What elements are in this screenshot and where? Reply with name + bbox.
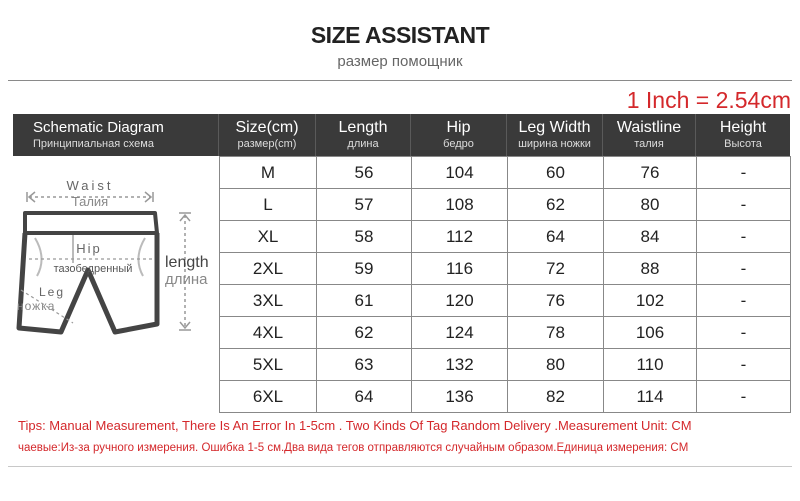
leg-label-ru: ножка: [17, 299, 56, 313]
cell-size: 3XL: [219, 284, 317, 317]
table-row: [219, 316, 790, 348]
header-sub-label: ширина ножки: [518, 138, 591, 150]
table-header: [13, 114, 790, 156]
cell-leg-width: 64: [507, 220, 604, 253]
header-sub-label: талия: [634, 138, 664, 150]
cell-length: 64: [316, 380, 412, 413]
waist-label-ru: Талия: [71, 194, 109, 209]
header-main-label: Height: [719, 119, 767, 136]
cell-size: L: [219, 188, 317, 221]
cell-waistline: 76: [603, 156, 697, 189]
cell-waistline: 114: [603, 380, 697, 413]
header-main-label: Waistline: [616, 119, 682, 136]
tips-russian: чаевые:Из-за ручного измерения. Ошибка 1-5 см.Два вида тегов отправляются случайным образом.Единица измерения: CM: [18, 442, 689, 454]
hip-label-ru: тазобедренный: [53, 263, 133, 275]
cell-waistline: 88: [603, 252, 697, 285]
header-hip: [411, 114, 507, 156]
inch-conversion-note: 1 Inch = 2.54cm: [626, 87, 791, 113]
cell-length: 58: [316, 220, 412, 253]
cell-size: M: [219, 156, 317, 189]
cell-hip: 132: [411, 348, 508, 381]
cell-waistline: 84: [603, 220, 697, 253]
cell-leg-width: 80: [507, 348, 604, 381]
cell-waistline: 106: [603, 316, 697, 349]
cell-length: 61: [316, 284, 412, 317]
header-main-label: Schematic Diagram: [33, 119, 164, 136]
page-subtitle: размер помощник: [337, 53, 463, 70]
cell-height: -: [696, 188, 791, 221]
cell-size: XL: [219, 220, 317, 253]
cell-leg-width: 72: [507, 252, 604, 285]
cell-leg-width: 78: [507, 316, 604, 349]
table-row: [219, 252, 790, 284]
length-label-ru: длина: [165, 271, 208, 288]
cell-height: -: [696, 156, 791, 189]
header-sub-label: бедро: [443, 138, 474, 150]
cell-leg-width: 76: [507, 284, 604, 317]
header-sub-label: Принципиальная схема: [33, 138, 154, 150]
cell-height: -: [696, 316, 791, 349]
cell-height: -: [696, 380, 791, 413]
cell-hip: 136: [411, 380, 508, 413]
header-sub-label: Высота: [724, 138, 762, 150]
header-schematic: [13, 114, 219, 156]
cell-waistline: 80: [603, 188, 697, 221]
leg-label-en: Leg: [39, 285, 66, 299]
cell-size: 4XL: [219, 316, 317, 349]
cell-size: 2XL: [219, 252, 317, 285]
header-waistline: [603, 114, 696, 156]
header-main-label: Size(cm): [235, 119, 299, 136]
table-row: [219, 348, 790, 380]
table-row: [219, 284, 790, 316]
shorts-schematic-diagram: [13, 158, 218, 408]
cell-hip: 120: [411, 284, 508, 317]
cell-length: 56: [316, 156, 412, 189]
cell-hip: 116: [411, 252, 508, 285]
header-sub-label: длина: [347, 138, 379, 150]
title-divider: [8, 80, 792, 81]
cell-leg-width: 82: [507, 380, 604, 413]
table-row: [219, 156, 790, 188]
cell-length: 63: [316, 348, 412, 381]
cell-waistline: 102: [603, 284, 697, 317]
cell-length: 59: [316, 252, 412, 285]
table-row: [219, 220, 790, 252]
cell-height: -: [696, 252, 791, 285]
table-row: [219, 380, 790, 412]
header-length: [316, 114, 411, 156]
cell-height: -: [696, 348, 791, 381]
cell-length: 62: [316, 316, 412, 349]
hip-label-en: Hip: [76, 241, 102, 256]
header-leg-width: [507, 114, 603, 156]
cell-hip: 112: [411, 220, 508, 253]
header-main-label: Hip: [446, 119, 471, 136]
table-row: [219, 188, 790, 220]
waist-label-en: Waist: [66, 178, 114, 193]
cell-length: 57: [316, 188, 412, 221]
bottom-divider: [8, 466, 792, 467]
header-size: [219, 114, 316, 156]
header-main-label: Length: [338, 119, 388, 136]
header-main-label: Leg Width: [518, 119, 591, 136]
page-title: SIZE ASSISTANT: [310, 22, 490, 48]
cell-leg-width: 62: [507, 188, 604, 221]
cell-leg-width: 60: [507, 156, 604, 189]
size-table: [219, 156, 790, 412]
length-label-en: length: [165, 254, 209, 271]
cell-waistline: 110: [603, 348, 697, 381]
cell-size: 6XL: [219, 380, 317, 413]
tips-english: Tips: Manual Measurement, There Is An Error In 1-5cm . Two Kinds Of Tag Random Delivery .Measurement Unit: CM: [18, 418, 692, 433]
cell-size: 5XL: [219, 348, 317, 381]
header-sub-label: размер(cm): [237, 138, 297, 150]
cell-hip: 104: [411, 156, 508, 189]
cell-height: -: [696, 284, 791, 317]
cell-hip: 108: [411, 188, 508, 221]
cell-hip: 124: [411, 316, 508, 349]
cell-height: -: [696, 220, 791, 253]
header-height: [696, 114, 790, 156]
